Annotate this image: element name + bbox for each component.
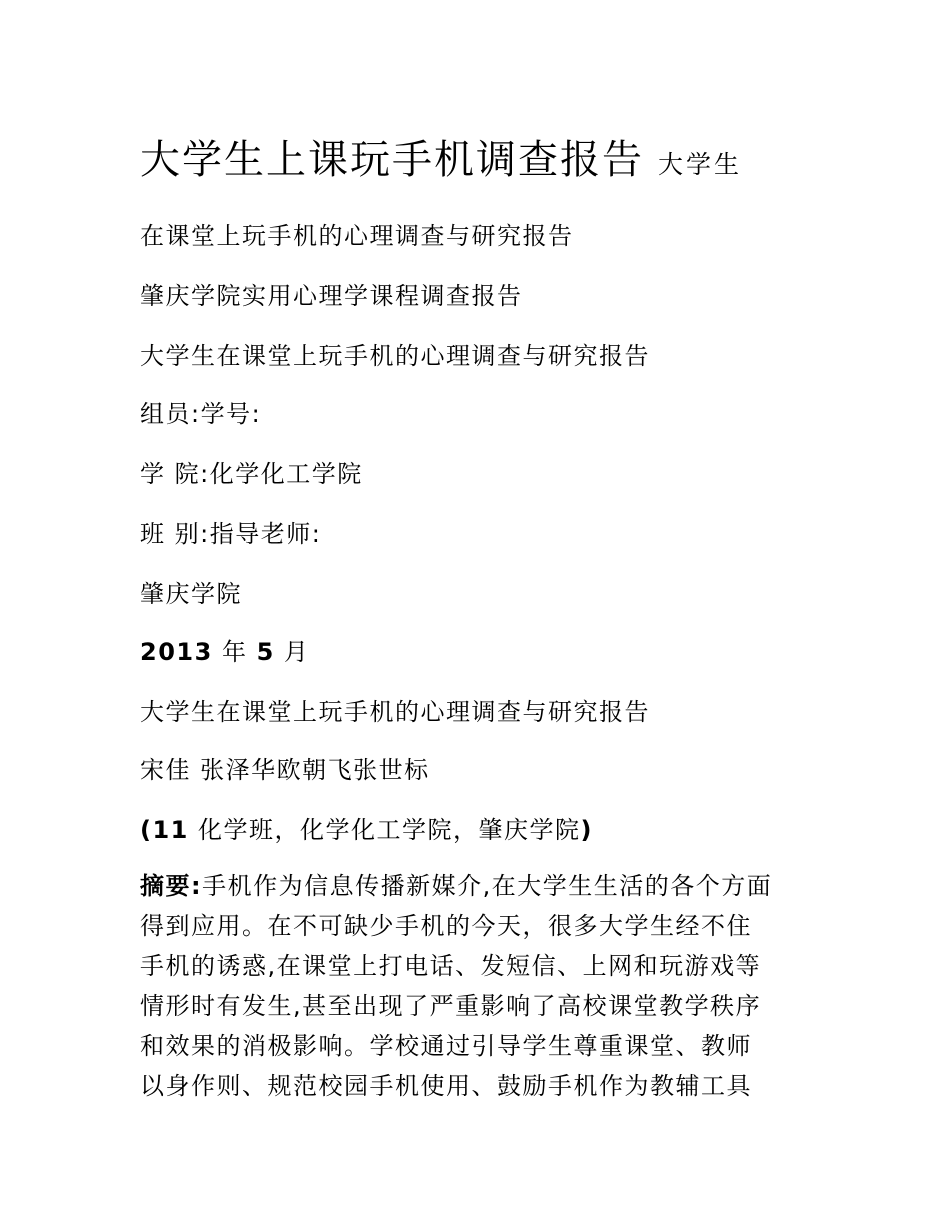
abstract-paragraph xyxy=(140,866,820,1106)
abstract-label: 摘要: xyxy=(140,872,203,900)
affiliation-line xyxy=(140,810,593,845)
affiliation-open: (11 xyxy=(140,816,189,844)
abstract-line-4: 情形时有发生,甚至出现了严重影响了高校课堂教学秩序 xyxy=(140,992,762,1020)
abstract-line-5: 和效果的消极影响。学校通过引导学生尊重课堂、教师 xyxy=(140,1032,752,1060)
abstract-line-6: 以身作则、规范校园手机使用、鼓励手机作为教辅工具 xyxy=(140,1072,752,1100)
report-title-line: 大学生在课堂上玩手机的心理调查与研究报告 xyxy=(140,698,650,726)
abstract-text-1: 手机作为信息传播新媒介,在大学生生活的各个方面 xyxy=(202,872,773,900)
date-month-unit: 月 xyxy=(283,638,310,666)
document-title-row xyxy=(140,128,742,185)
date-year-unit: 年 xyxy=(221,638,248,666)
authors-line: 宋佳 张泽华欧朝飞张世标 xyxy=(140,756,430,784)
school-line: 肇庆学院 xyxy=(140,580,242,608)
college-line: 学 院:化学化工学院 xyxy=(140,460,363,488)
abstract-line-2: 得到应用。在不可缺少手机的今天，很多大学生经不住 xyxy=(140,912,752,940)
subtitle-line: 在课堂上玩手机的心理调查与研究报告 xyxy=(140,222,574,250)
members-line: 组员:学号: xyxy=(140,400,262,428)
document-title: 大学生上课玩手机调查报告 xyxy=(140,137,644,183)
report-heading-line: 大学生在课堂上玩手机的心理调查与研究报告 xyxy=(140,342,650,370)
course-line: 肇庆学院实用心理学课程调查报告 xyxy=(140,282,523,310)
abstract-line-1 xyxy=(140,866,820,906)
class-line: 班 别:指导老师: xyxy=(140,520,322,548)
affiliation-close: ) xyxy=(580,816,593,844)
date-year: 2013 xyxy=(140,638,213,666)
affiliation-text: 化学班，化学化工学院，肇庆学院 xyxy=(188,816,581,844)
document-title-tail: 大学生 xyxy=(658,150,743,179)
date-month: 5 xyxy=(256,638,275,666)
date-line xyxy=(140,632,309,667)
abstract-line-3: 手机的诱惑,在课堂上打电话、发短信、上网和玩游戏等 xyxy=(140,952,762,980)
